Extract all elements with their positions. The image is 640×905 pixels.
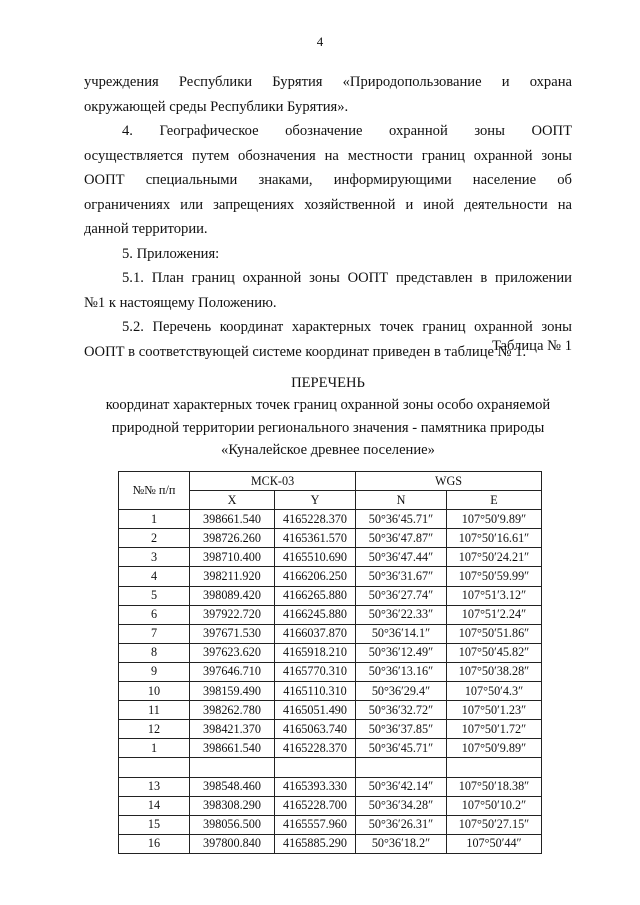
cell-e: 107°51′2.24″ bbox=[447, 605, 542, 624]
paragraph-2-line-2: осуществляется путем обозначения на местности границ охранной зоны bbox=[84, 147, 572, 164]
paragraph-3-line-1: 5. Приложения: bbox=[122, 245, 220, 262]
cell-point-number: 4 bbox=[119, 567, 190, 586]
cell-point-number: 15 bbox=[119, 815, 190, 834]
cell-e: 107°50′4.3″ bbox=[447, 682, 542, 701]
cell-x: 397800.840 bbox=[190, 834, 275, 853]
cell-n bbox=[356, 758, 447, 777]
cell-x: 398056.500 bbox=[190, 815, 275, 834]
subheading-line-2: природной территории регионального значения - памятника природы bbox=[111, 419, 545, 436]
cell-y: 4166245.880 bbox=[275, 605, 356, 624]
paragraph-1-line-1: учреждения Республики Бурятия «Природопользование и охрана bbox=[84, 74, 572, 90]
table-row bbox=[119, 567, 542, 586]
table-row bbox=[119, 643, 542, 662]
cell-y: 4165361.570 bbox=[275, 529, 356, 548]
cell-e: 107°50′24.21″ bbox=[447, 548, 542, 567]
cell-point-number: 16 bbox=[119, 834, 190, 853]
cell-point-number: 6 bbox=[119, 605, 190, 624]
cell-n: 50°36′26.31″ bbox=[356, 815, 447, 834]
paragraph-2-line-3: ООПТ специальными знаками, информирующими население об bbox=[84, 172, 572, 188]
cell-n: 50°36′29.4″ bbox=[356, 682, 447, 701]
cell-e bbox=[447, 758, 542, 777]
cell-point-number: 1 bbox=[119, 510, 190, 529]
cell-x: 397922.720 bbox=[190, 605, 275, 624]
cell-e: 107°51′3.12″ bbox=[447, 586, 542, 605]
coordinates-table bbox=[118, 471, 542, 854]
list-subheading bbox=[60, 394, 596, 462]
cell-y: 4165918.210 bbox=[275, 643, 356, 662]
cell-x: 398159.490 bbox=[190, 682, 275, 701]
table-row bbox=[119, 701, 542, 720]
cell-e: 107°50′9.89″ bbox=[447, 739, 542, 758]
cell-x: 398726.260 bbox=[190, 529, 275, 548]
cell-point-number bbox=[119, 758, 190, 777]
table-row bbox=[119, 586, 542, 605]
table-row bbox=[119, 834, 542, 853]
cell-e: 107°50′27.15″ bbox=[447, 815, 542, 834]
cell-n: 50°36′14.1″ bbox=[356, 624, 447, 643]
header-x: X bbox=[190, 491, 275, 510]
cell-point-number: 10 bbox=[119, 682, 190, 701]
coordinates-table-body bbox=[119, 510, 542, 854]
cell-n: 50°36′13.16″ bbox=[356, 662, 447, 681]
cell-n: 50°36′31.67″ bbox=[356, 567, 447, 586]
cell-x: 398661.540 bbox=[190, 510, 275, 529]
cell-n: 50°36′34.28″ bbox=[356, 796, 447, 815]
cell-n: 50°36′18.2″ bbox=[356, 834, 447, 853]
cell-x: 398661.540 bbox=[190, 739, 275, 758]
cell-n: 50°36′27.74″ bbox=[356, 586, 447, 605]
cell-point-number: 9 bbox=[119, 662, 190, 681]
cell-y: 4165393.330 bbox=[275, 777, 356, 796]
subheading-line-3: «Куналейское древнее поселение» bbox=[221, 442, 435, 458]
cell-x: 398211.920 bbox=[190, 567, 275, 586]
list-heading: ПЕРЕЧЕНЬ bbox=[291, 375, 365, 391]
cell-n: 50°36′45.71″ bbox=[356, 510, 447, 529]
paragraph-4-line-2: №1 к настоящему Положению. bbox=[84, 294, 277, 311]
cell-y: 4165885.290 bbox=[275, 834, 356, 853]
cell-y: 4165228.370 bbox=[275, 739, 356, 758]
cell-y: 4165228.700 bbox=[275, 796, 356, 815]
cell-n: 50°36′42.14″ bbox=[356, 777, 447, 796]
header-wgs: WGS bbox=[356, 472, 542, 491]
paragraph-1-line-2: окружающей среды Республики Бурятия». bbox=[84, 98, 349, 115]
cell-x: 397646.710 bbox=[190, 662, 275, 681]
body-text bbox=[84, 70, 572, 364]
cell-n: 50°36′47.87″ bbox=[356, 529, 447, 548]
table-caption: Таблица № 1 bbox=[492, 338, 572, 354]
cell-y: 4165063.740 bbox=[275, 720, 356, 739]
header-y: Y bbox=[275, 491, 356, 510]
cell-x bbox=[190, 758, 275, 777]
cell-y bbox=[275, 758, 356, 777]
table-row bbox=[119, 815, 542, 834]
cell-point-number: 7 bbox=[119, 624, 190, 643]
cell-x: 398262.780 bbox=[190, 701, 275, 720]
paragraph-5-line-2: ООПТ в соответствующей системе координат приведен в таблице № 1. bbox=[84, 343, 527, 360]
paragraph-5-line-1: 5.2. Перечень координат характерных точек границ охранной зоны bbox=[122, 319, 572, 335]
page-number: 4 bbox=[316, 34, 324, 49]
cell-point-number: 13 bbox=[119, 777, 190, 796]
cell-y: 4165228.370 bbox=[275, 510, 356, 529]
cell-e: 107°50′1.23″ bbox=[447, 701, 542, 720]
cell-n: 50°36′22.33″ bbox=[356, 605, 447, 624]
subheading-line-1: координат характерных точек границ охранной зоны особо охраняемой bbox=[105, 397, 551, 413]
cell-n: 50°36′12.49″ bbox=[356, 643, 447, 662]
paragraph-4-line-1: 5.1. План границ охранной зоны ООПТ представлен в приложении bbox=[122, 270, 572, 286]
cell-point-number: 11 bbox=[119, 701, 190, 720]
cell-x: 398710.400 bbox=[190, 548, 275, 567]
cell-y: 4165051.490 bbox=[275, 701, 356, 720]
cell-y: 4166206.250 bbox=[275, 567, 356, 586]
cell-x: 398548.460 bbox=[190, 777, 275, 796]
cell-point-number: 5 bbox=[119, 586, 190, 605]
table-row bbox=[119, 777, 542, 796]
table-row bbox=[119, 662, 542, 681]
cell-point-number: 14 bbox=[119, 796, 190, 815]
cell-y: 4165557.960 bbox=[275, 815, 356, 834]
table-row bbox=[119, 739, 542, 758]
table-row bbox=[119, 682, 542, 701]
paragraph-2-line-1: 4. Географическое обозначение охранной зоны ООПТ bbox=[122, 123, 572, 139]
table-row bbox=[119, 624, 542, 643]
cell-point-number: 8 bbox=[119, 643, 190, 662]
header-n: N bbox=[356, 491, 447, 510]
cell-y: 4166265.880 bbox=[275, 586, 356, 605]
paragraph-2-line-5: данной территории. bbox=[84, 221, 208, 237]
cell-e: 107°50′44″ bbox=[447, 834, 542, 853]
cell-e: 107°50′1.72″ bbox=[447, 720, 542, 739]
header-e: E bbox=[447, 491, 542, 510]
cell-point-number: 2 bbox=[119, 529, 190, 548]
cell-x: 397671.530 bbox=[190, 624, 275, 643]
cell-e: 107°50′59.99″ bbox=[447, 567, 542, 586]
table-row bbox=[119, 720, 542, 739]
cell-n: 50°36′32.72″ bbox=[356, 701, 447, 720]
cell-x: 398089.420 bbox=[190, 586, 275, 605]
cell-e: 107°50′18.38″ bbox=[447, 777, 542, 796]
table-row bbox=[119, 548, 542, 567]
cell-e: 107°50′38.28″ bbox=[447, 662, 542, 681]
cell-y: 4165770.310 bbox=[275, 662, 356, 681]
cell-e: 107°50′16.61″ bbox=[447, 529, 542, 548]
cell-e: 107°50′45.82″ bbox=[447, 643, 542, 662]
paragraph-2-line-4: ограничениях или запрещениях хозяйственной и иной деятельности на bbox=[84, 196, 572, 213]
cell-y: 4165110.310 bbox=[275, 682, 356, 701]
table-row bbox=[119, 529, 542, 548]
table-row bbox=[119, 605, 542, 624]
cell-point-number: 12 bbox=[119, 720, 190, 739]
cell-n: 50°36′37.85″ bbox=[356, 720, 447, 739]
cell-x: 398308.290 bbox=[190, 796, 275, 815]
cell-point-number: 1 bbox=[119, 739, 190, 758]
cell-e: 107°50′9.89″ bbox=[447, 510, 542, 529]
cell-e: 107°50′10.2″ bbox=[447, 796, 542, 815]
header-msk03: МСК-03 bbox=[190, 472, 356, 491]
cell-x: 397623.620 bbox=[190, 643, 275, 662]
header-point-number: №№ п/п bbox=[119, 472, 190, 510]
cell-x: 398421.370 bbox=[190, 720, 275, 739]
cell-y: 4165510.690 bbox=[275, 548, 356, 567]
cell-e: 107°50′51.86″ bbox=[447, 624, 542, 643]
table-row bbox=[119, 796, 542, 815]
table-row bbox=[119, 510, 542, 529]
cell-n: 50°36′45.71″ bbox=[356, 739, 447, 758]
cell-n: 50°36′47.44″ bbox=[356, 548, 447, 567]
cell-y: 4166037.870 bbox=[275, 624, 356, 643]
table-row bbox=[119, 758, 542, 777]
cell-point-number: 3 bbox=[119, 548, 190, 567]
